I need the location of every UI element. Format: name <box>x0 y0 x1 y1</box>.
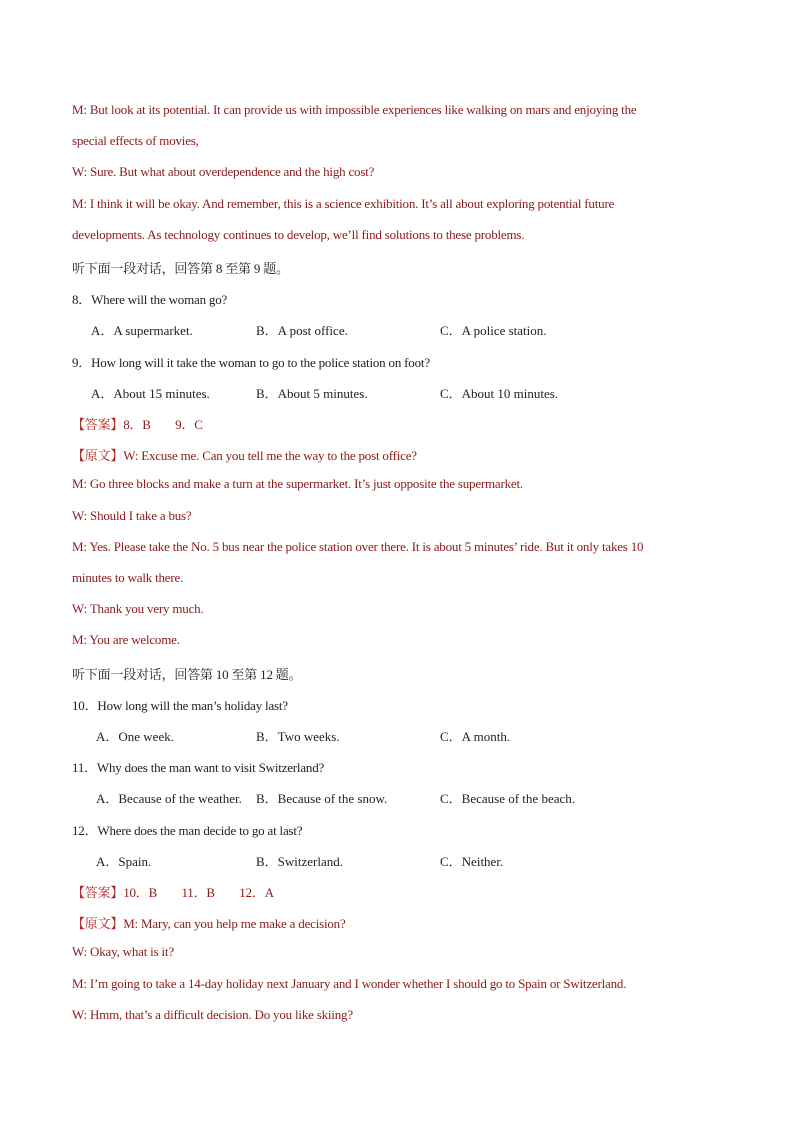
dialogue-line: W: Thank you very much. <box>72 601 204 616</box>
dialogue-line: W: Sure. But what about overdependence and the high cost? <box>72 164 375 179</box>
dialogue-line: M: Go three blocks and make a turn at the supermarket. It’s just opposite the supermarket. <box>72 476 523 491</box>
option-c: C．Neither. <box>440 854 504 869</box>
option-a: A．Because of the weather. <box>96 791 242 806</box>
option-c: C．A month. <box>440 729 511 744</box>
dialogue-line: W: Should I take a bus? <box>72 508 192 523</box>
dialogue-line: W: Okay, what is it? <box>72 944 174 959</box>
option-a: A．Spain. <box>96 854 152 869</box>
option-c: C．A police station. <box>440 323 547 338</box>
option-b: B．Because of the snow. <box>256 791 388 806</box>
dialogue-line: M: But look at its potential. It can provide us with impossible experiences like walking on mars and enjoying the <box>72 102 637 117</box>
answer-tag: 【答案】 <box>72 885 124 900</box>
dialogue-line: minutes to walk there. <box>72 570 184 585</box>
answer-text: 10．B 11．B 12．A <box>123 885 274 900</box>
dialogue-line: W: Hmm, that’s a difficult decision. Do you like skiing? <box>72 1007 353 1022</box>
question-9: 9．How long will it take the woman to go to the police station on foot? <box>72 355 430 370</box>
question-8: 8．Where will the woman go? <box>72 292 228 307</box>
option-a: A．About 15 minutes. <box>91 386 210 401</box>
question-10: 10．How long will the man’s holiday last? <box>72 698 288 713</box>
answer-tag: 【答案】 <box>72 417 124 432</box>
answer-line <box>72 414 203 433</box>
answer-text: 8．B 9．C <box>123 417 203 432</box>
option-b: B．Two weeks. <box>256 729 340 744</box>
dialogue-line: special effects of movies, <box>72 133 199 148</box>
dialogue-line: M: Mary, can you help me make a decision? <box>123 916 346 931</box>
dialogue-line: W: Excuse me. Can you tell me the way to the post office? <box>123 448 417 463</box>
option-b: B．About 5 minutes. <box>256 386 368 401</box>
option-c: C．Because of the beach. <box>440 791 576 806</box>
section-instruction: 听下面一段对话，回答第 8 至第 9 题。 <box>72 261 289 276</box>
option-c: C．About 10 minutes. <box>440 386 559 401</box>
original-line <box>72 445 417 464</box>
dialogue-line: M: Yes. Please take the No. 5 bus near the police station over there. It is about 5 minutes’ ride. But it only takes 10 <box>72 539 644 554</box>
question-12: 12．Where does the man decide to go at last? <box>72 823 303 838</box>
option-b: B．A post office. <box>256 323 348 338</box>
dialogue-line: M: You are welcome. <box>72 632 180 647</box>
option-a: A．A supermarket. <box>91 323 193 338</box>
dialogue-line: M: I think it will be okay. And remember, this is a science exhibition. It’s all about exploring potential future <box>72 196 615 211</box>
section-instruction: 听下面一段对话，回答第 10 至第 12 题。 <box>72 667 302 682</box>
original-line <box>72 913 346 932</box>
original-tag: 【原文】 <box>72 448 124 463</box>
option-a: A．One week. <box>96 729 174 744</box>
answer-line <box>72 882 274 901</box>
original-tag: 【原文】 <box>72 916 124 931</box>
question-11: 11．Why does the man want to visit Switzerland? <box>72 760 325 775</box>
dialogue-line: M: I’m going to take a 14-day holiday next January and I wonder whether I should go to Spain or Switzerland. <box>72 976 627 991</box>
dialogue-line: developments. As technology continues to develop, we’ll find solutions to these problems. <box>72 227 525 242</box>
option-b: B．Switzerland. <box>256 854 344 869</box>
